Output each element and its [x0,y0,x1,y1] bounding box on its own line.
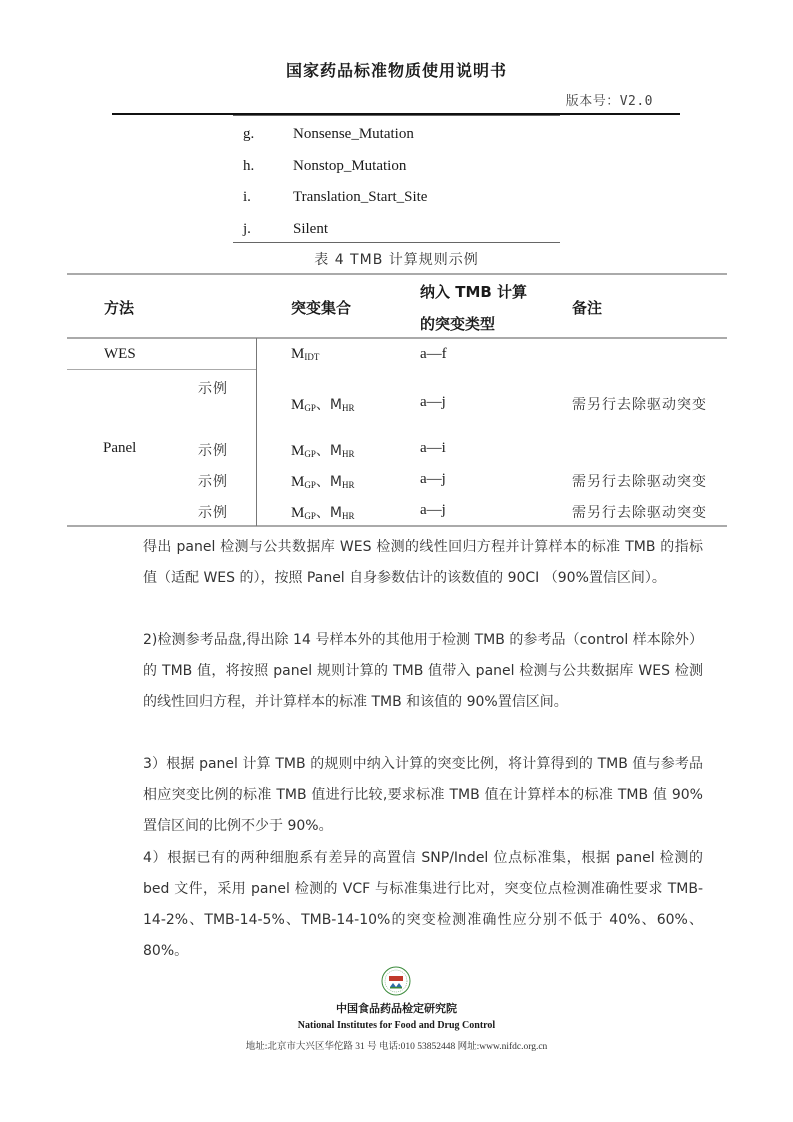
table-row-rule [67,369,256,370]
cell-method: Panel [103,440,137,456]
cell-remark: 需另行去除驱动突变 [572,474,707,490]
header-remarks: 备注 [572,299,603,317]
cell-mutation-set: $M_{GP}$、$M_{HR}$ [291,474,355,490]
header-included-types-1: 纳入 TMB 计算 [420,283,528,301]
version-label: 版本号：V2.0 [565,94,653,109]
document-title: 国家药品标准物质使用说明书 [285,63,507,80]
body-paragraph-3: 3）根据 panel 计算 TMB 的规则中纳入计算的突变比例，将计算得到的 TMB 值与参考品相应突变比例的标准 TMB 值进行比较,要求标准 TMB 值在计算样本的标准 TMB 值 90%置信区间的比例不少于 90%。 [143,756,703,834]
cell-mutation-set: $M_{IDT}$ [291,346,320,362]
cell-sub: 示例 [198,443,228,459]
cell-mutation-set: $M_{GP}$、$M_{HR}$ [291,505,355,521]
cell-types: a—i [420,440,446,456]
body-paragraph-4: 4）根据已有的两种细胞系有差异的高置信 SNP/Indel 位点标准集，根据 panel 检测的 bed 文件，采用 panel 检测的 VCF 与标准集进行比对，突变位点检测准确性要求 TMB-14-2%、TMB-14-5%、TMB-14-10%的突变检测准确性应分别不低于 40%、60%、80%。 [143,850,703,959]
nifdc-logo-icon [380,965,412,997]
cell-types: a—j [420,502,446,518]
list-bottom-rule [233,242,560,243]
cell-sub: 示例 [198,474,228,490]
cell-remark: 需另行去除驱动突变 [572,505,707,521]
cell-mutation-set: $M_{GP}$、$M_{HR}$ [291,397,355,413]
cell-mutation-set: $M_{GP}$、$M_{HR}$ [291,443,355,459]
footer-org-en: National Institutes for Food and Drug Control [297,1020,496,1031]
table-caption: 表 4 TMB 计算规则示例 [314,252,479,268]
list-text: Nonstop_Mutation [293,157,407,174]
list-text: Nonsense_Mutation [293,126,414,142]
list-item [243,186,427,218]
body-paragraph-2: 2)检测参考品盘,得出除 14 号样本外的其他用于检测 TMB 的参考品（control 样本除外）的 TMB 值，将按照 panel 规则计算的 TMB 值带入 panel 检测与公共数据库 WES 检测的线性回归方程，并计算样本的标准 TMB 和该值的 90%置信区间。 [143,632,703,710]
list-text: Silent [293,220,329,237]
table-top-rule [67,273,727,275]
cell-sub: 示例 [198,381,228,397]
list-marker: g. [243,126,255,142]
header-included-types-2: 的突变类型 [420,315,496,333]
table-column-divider [256,338,257,526]
list-marker: j. [243,220,251,237]
list-item [243,218,427,250]
footer-address: 地址:北京市大兴区华佗路 31 号 电话:010 53852448 网址:www.nifdc.org.cn [245,1042,548,1052]
list-item [243,123,427,155]
cell-types: a—f [420,346,447,362]
cell-sub: 示例 [198,505,228,521]
list-text: Translation_Start_Site [293,189,428,205]
list-marker: h. [243,157,255,174]
cell-method: WES [104,346,136,362]
cell-types: a—j [420,394,446,410]
table-header-rule [67,337,727,339]
cell-types: a—j [420,471,446,487]
body-paragraph-1: 得出 panel 检测与公共数据库 WES 检测的线性回归方程并计算样本的标准 TMB 的指标值（适配 WES 的），按照 Panel 自身参数估计的该数值的 90CI （90%置信区间）。 [143,539,703,586]
header-method: 方法 [104,299,135,317]
mutation-list [243,123,427,249]
list-item [243,155,427,187]
cell-remark: 需另行去除驱动突变 [572,397,707,413]
footer-org-cn: 中国食品药品检定研究院 [336,1002,457,1015]
list-top-rule [233,115,560,116]
table-bottom-rule [67,525,727,527]
header-mutation-set: 突变集合 [291,299,352,317]
list-marker: i. [243,189,251,205]
